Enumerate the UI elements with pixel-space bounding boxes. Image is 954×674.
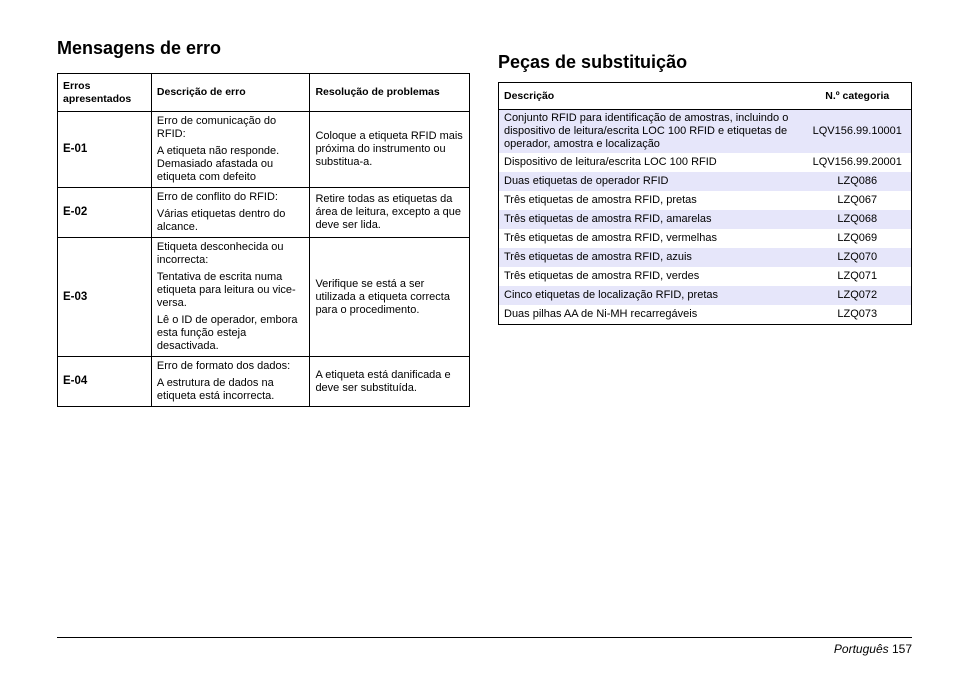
table-row	[499, 110, 912, 154]
part-description: Três etiquetas de amostra RFID, pretas	[504, 194, 697, 206]
description-line: Várias etiquetas dentro do alcance.	[156, 208, 286, 233]
part-category-number: LZQ070	[804, 248, 912, 267]
description-line: Erro de formato dos dados:	[156, 360, 291, 372]
column-header: Descrição	[499, 83, 804, 110]
table-header-row	[499, 83, 912, 110]
table-row	[499, 210, 912, 229]
part-category-number: LQV156.99.10001	[804, 110, 912, 154]
column-header: Resolução de problemas	[310, 74, 470, 112]
description-line: Lê o ID de operador, embora esta função esteja desactivada.	[156, 314, 298, 352]
description-line: Erro de conflito do RFID:	[156, 191, 278, 203]
table-row	[499, 153, 912, 172]
footer-divider	[57, 637, 912, 638]
errors-section-title: Mensagens de erro	[57, 38, 222, 58]
part-category-number: LZQ072	[804, 286, 912, 305]
error-resolution: A etiqueta está danificada e deve ser substituída.	[310, 357, 470, 407]
error-resolution: Coloque a etiqueta RFID mais próxima do instrumento ou substitua-a.	[310, 112, 470, 188]
description-line: Etiqueta desconhecida ou incorrecta:	[156, 241, 284, 266]
description-line: Tentativa de escrita numa etiqueta para leitura ou vice-versa.	[156, 271, 296, 309]
part-category-number: LZQ067	[837, 194, 878, 206]
part-category-number: LZQ071	[837, 270, 878, 282]
error-resolution: Verifique se está a ser utilizada a etiqueta correcta para o procedimento.	[310, 238, 470, 357]
description-line: A estrutura de dados na etiqueta está incorrecta.	[156, 377, 275, 402]
error-code: E-03	[58, 238, 152, 357]
table-row	[58, 188, 470, 238]
table-row	[499, 286, 912, 305]
part-description: Três etiquetas de amostra RFID, azuis	[499, 248, 804, 267]
part-description: Conjunto RFID para identificação de amostras, incluindo o dispositivo de leitura/escrita LOC 100 RFID e etiquetas de operador, amostra e localização	[499, 110, 804, 154]
column-header: Erros apresentados	[58, 74, 152, 112]
part-description: Duas pilhas AA de Ni-MH recarregáveis	[504, 308, 698, 320]
description-line: A etiqueta não responde. Demasiado afastada ou etiqueta com defeito	[156, 145, 280, 183]
part-description: Cinco etiquetas de localização RFID, pretas	[499, 286, 804, 305]
error-description	[151, 188, 310, 238]
part-description: Dispositivo de leitura/escrita LOC 100 RFID	[504, 156, 717, 168]
error-messages-table	[57, 73, 470, 407]
part-category-number: LZQ068	[804, 210, 912, 229]
part-category-number: LZQ086	[804, 172, 912, 191]
replacement-parts-table	[498, 82, 912, 325]
table-row	[499, 229, 912, 248]
page-footer	[834, 642, 912, 656]
table-row	[499, 305, 912, 325]
part-category-number: LZQ073	[837, 308, 878, 320]
part-category-number: LZQ069	[837, 232, 878, 244]
table-row	[58, 112, 470, 188]
table-header-row	[58, 74, 470, 112]
column-header: Descrição de erro	[151, 74, 310, 112]
table-row	[499, 191, 912, 210]
error-resolution: Retire todas as etiquetas da área de leitura, excepto a que deve ser lida.	[310, 188, 470, 238]
table-row	[499, 248, 912, 267]
part-description: Três etiquetas de amostra RFID, verdes	[504, 270, 700, 282]
footer-language: Português	[833, 642, 889, 656]
error-code: E-02	[58, 188, 152, 238]
part-description: Três etiquetas de amostra RFID, vermelhas	[504, 232, 717, 244]
column-header: N.º categoria	[804, 83, 912, 110]
table-row	[499, 172, 912, 191]
part-description: Três etiquetas de amostra RFID, amarelas	[499, 210, 804, 229]
parts-section-title: Peças de substituição	[498, 52, 688, 72]
error-description	[151, 357, 310, 407]
part-description: Duas etiquetas de operador RFID	[499, 172, 804, 191]
error-code: E-01	[58, 112, 152, 188]
error-code: E-04	[58, 357, 152, 407]
table-row	[58, 357, 470, 407]
error-description	[151, 112, 310, 188]
table-row	[58, 238, 470, 357]
table-row	[499, 267, 912, 286]
part-category-number: LQV156.99.20001	[812, 156, 902, 168]
error-description	[151, 238, 310, 357]
description-line: Erro de comunicação do RFID:	[156, 115, 277, 140]
page-number: 157	[891, 642, 912, 656]
